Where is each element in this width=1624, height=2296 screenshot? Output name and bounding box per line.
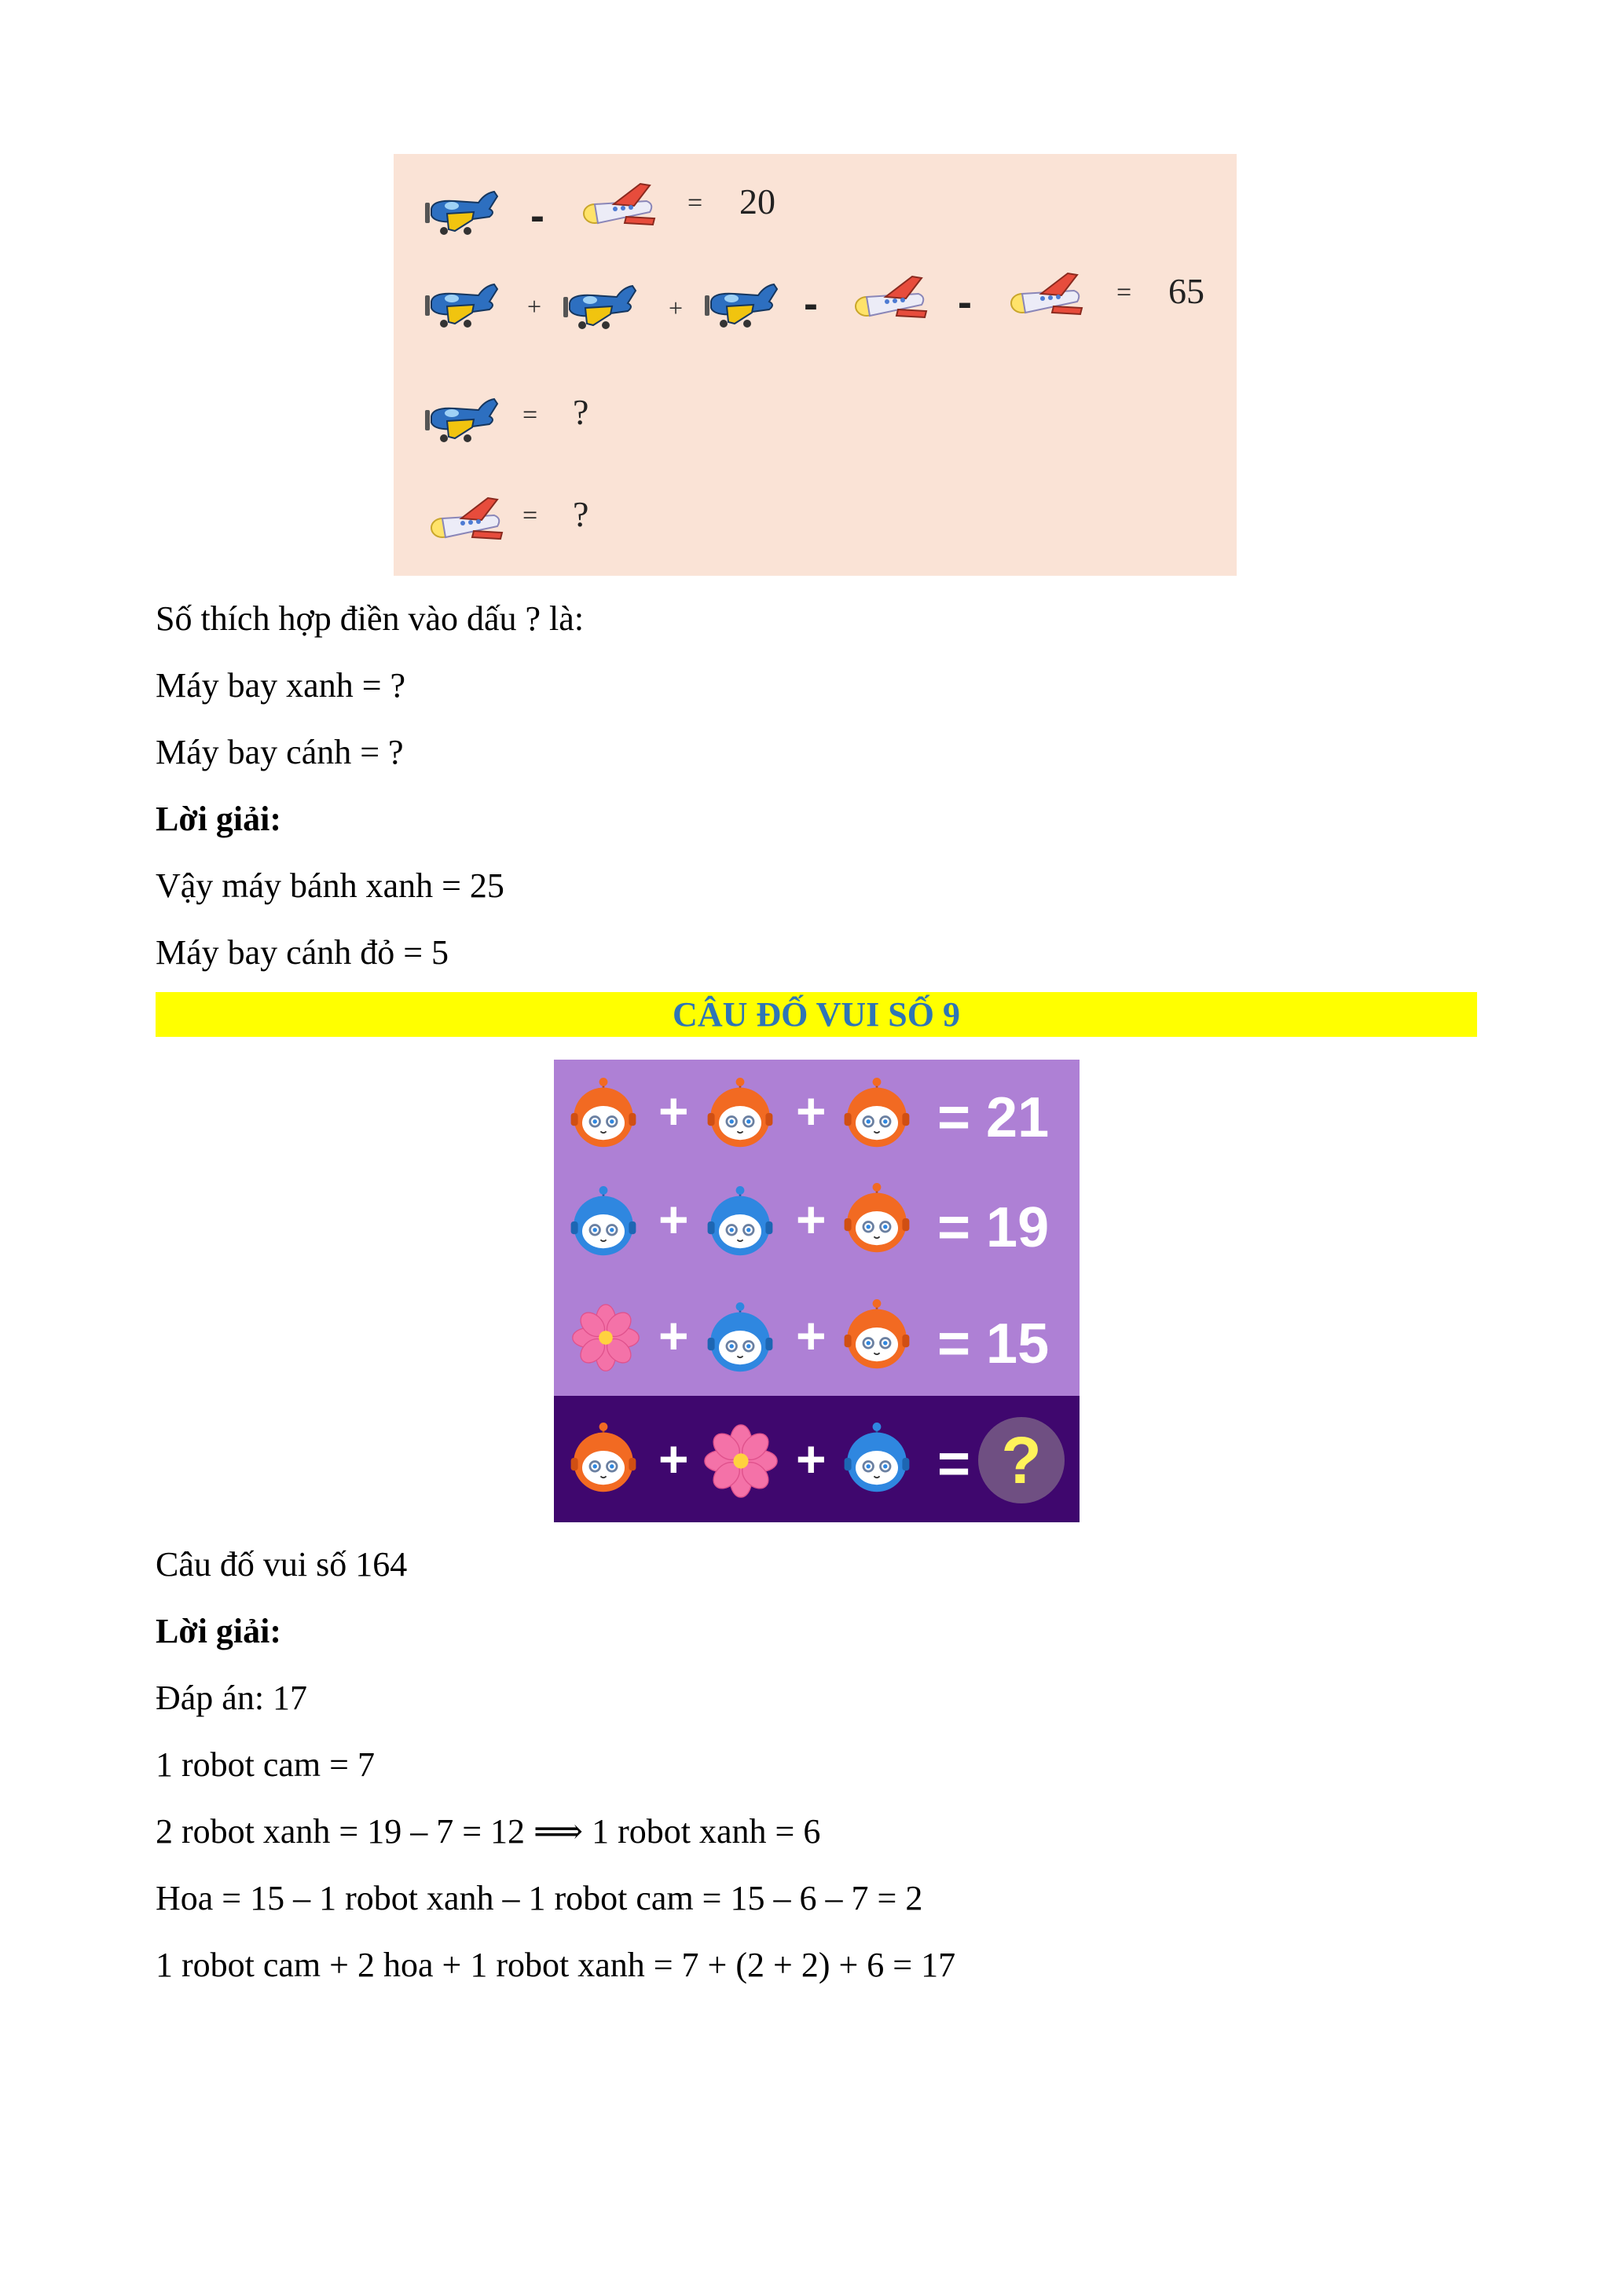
equals-sign: = <box>1116 278 1132 307</box>
minus-sign: - <box>804 280 818 328</box>
equals-sign: = <box>522 401 538 430</box>
robot-puzzle-image <box>554 1060 1080 1522</box>
answer-line: 1 robot cam = 7 <box>156 1745 375 1784</box>
orange-robot-icon <box>568 1419 639 1497</box>
orange-robot-icon <box>841 1074 912 1152</box>
orange-robot-icon <box>705 1074 775 1152</box>
blue-robot-icon <box>705 1182 775 1261</box>
plus-sign: + <box>658 1082 689 1140</box>
plane-puzzle-image <box>394 154 1237 576</box>
plus-sign: + <box>658 1306 689 1364</box>
result-value: = 15 <box>937 1313 1050 1375</box>
red-wing-plane-icon <box>427 492 505 547</box>
plus-sign: + <box>796 1306 827 1364</box>
equation-row-1 <box>554 1069 1080 1155</box>
minus-sign: - <box>530 192 544 240</box>
equation-row-3 <box>554 1295 1080 1382</box>
orange-robot-icon <box>841 1179 912 1258</box>
red-wing-plane-icon <box>851 270 929 325</box>
solution-label: Lời giải: <box>156 1612 282 1650</box>
blue-plane-icon <box>423 393 502 448</box>
unknown-value: ? <box>573 392 589 432</box>
answer-line: 1 robot cam + 2 hoa + 1 robot xanh = 7 + (2 + 2) + 6 = 17 <box>156 1946 956 1984</box>
equation-row-1 <box>394 178 1237 240</box>
blue-plane-icon <box>423 278 502 333</box>
plus-sign: + <box>658 1430 689 1488</box>
question-row <box>554 1417 1080 1503</box>
red-wing-plane-icon <box>1006 267 1085 322</box>
equation-row-2 <box>554 1179 1080 1265</box>
unknown-value: ? <box>573 494 589 534</box>
red-wing-plane-icon <box>579 178 658 233</box>
plus-sign: + <box>658 1190 689 1248</box>
blue-plane-icon <box>423 185 502 240</box>
blue-robot-icon <box>841 1419 912 1497</box>
answer-line: Hoa = 15 – 1 robot xanh – 1 robot cam = 15 – 6 – 7 = 2 <box>156 1879 923 1917</box>
plus-sign: + <box>796 1190 827 1248</box>
question-mark-icon: ? <box>978 1417 1065 1503</box>
equals-sign: = <box>687 189 703 218</box>
caption-text: Câu đố vui số 164 <box>156 1545 408 1584</box>
plus-sign: + <box>796 1430 827 1488</box>
result-value: = 19 <box>937 1196 1050 1259</box>
plus-sign: + <box>527 292 542 320</box>
answer-line: Đáp án: 17 <box>156 1679 308 1717</box>
blue-robot-icon <box>568 1182 639 1261</box>
equation-row-2 <box>394 270 1237 333</box>
result-value: 65 <box>1168 271 1204 311</box>
equation-row-4 <box>394 487 1237 550</box>
result-value: 20 <box>739 181 775 222</box>
blue-robot-icon <box>705 1298 775 1377</box>
minus-sign: - <box>958 279 972 326</box>
wing-plane-question: Máy bay cánh = ? <box>156 733 404 771</box>
blue-plane-icon <box>703 278 782 333</box>
plus-sign: + <box>669 294 684 322</box>
blue-plane-question: Máy bay xanh = ? <box>156 666 406 705</box>
flower-icon <box>703 1423 779 1499</box>
equals-sign: = <box>522 501 538 530</box>
result-value: = 21 <box>937 1086 1050 1149</box>
question-text: Số thích hợp điền vào dấu ? là: <box>156 599 585 638</box>
blue-plane-icon <box>562 280 640 335</box>
solution-label: Lời giải: <box>156 800 282 838</box>
answer-line: Máy bay cánh đỏ = 5 <box>156 933 449 972</box>
section-heading: CÂU ĐỐ VUI SỐ 9 <box>156 992 1477 1037</box>
equation-row-3 <box>394 388 1237 451</box>
orange-robot-icon <box>841 1295 912 1374</box>
answer-line: Vậy máy bánh xanh = 25 <box>156 866 504 905</box>
equals-sign: = <box>937 1433 971 1496</box>
plus-sign: + <box>796 1082 827 1140</box>
flower-icon <box>571 1303 640 1372</box>
answer-line: 2 robot xanh = 19 – 7 = 12 ⟹ 1 robot xanh = 6 <box>156 1812 821 1851</box>
orange-robot-icon <box>568 1074 639 1152</box>
